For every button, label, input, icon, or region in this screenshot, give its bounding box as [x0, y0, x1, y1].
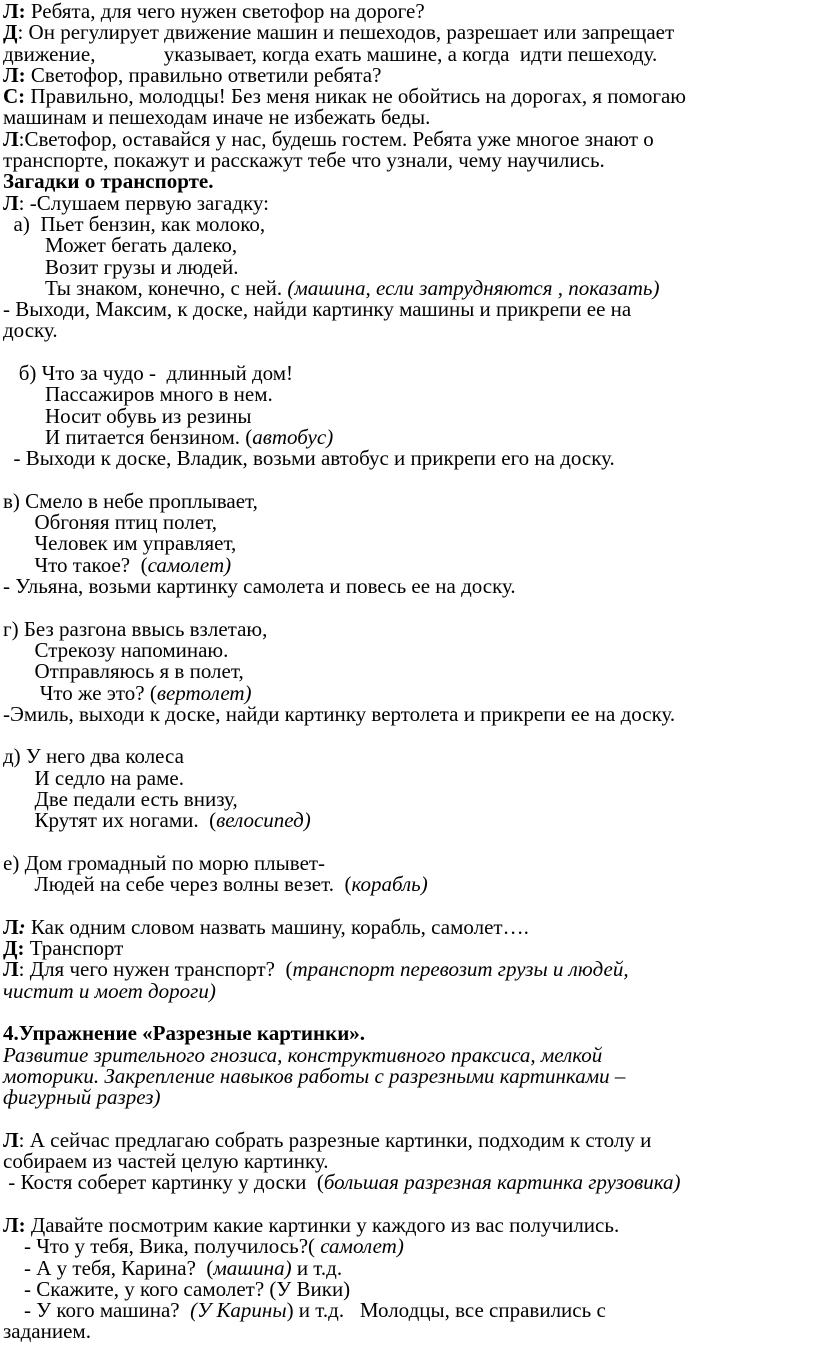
- riddle-line: а) Пьет бензин, как молоко,: [3, 211, 266, 236]
- exercise-goal: моторики. Закрепление навыков работы с разрезными картинками –: [3, 1063, 626, 1088]
- line-text: :Светофор, оставайся у нас, будешь гостем. Ребята уже многое знают о: [18, 126, 654, 151]
- answer-note: самолет): [320, 1234, 404, 1259]
- text-line: - Выходи к доске, Владик, возьми автобус и прикрепи его на доску.: [3, 446, 615, 471]
- text-line: движение, указывает, когда ехать машине, а когда идти пешеходу.: [3, 41, 658, 66]
- line-text: Что такое? (: [3, 552, 148, 577]
- text-line: -Эмиль, выходи к доске, найди картинку вертолета и прикрепи ее на доску.: [3, 701, 676, 726]
- riddle-line: [3, 680, 813, 705]
- riddle-line: [3, 275, 813, 300]
- line-text: Давайте посмотрим какие картинки у каждого из вас получились.: [25, 1212, 620, 1237]
- answer-note: велосипед): [216, 808, 311, 833]
- riddle-line: Возит грузы и людей.: [3, 254, 239, 279]
- answer-note: чистит и моет дороги): [3, 978, 216, 1003]
- line-text: : Он регулирует движение машин и пешеходов, разрешает или запрещает: [17, 20, 675, 45]
- speaker-label: Д: [3, 20, 18, 45]
- line-text: : -Слушаем первую загадку:: [18, 190, 269, 215]
- text-line: - Ульяна, возьми картинку самолета и повесь ее на доску.: [3, 574, 516, 599]
- text-line: [3, 1, 813, 22]
- line-text: : Для чего нужен транспорт? (: [18, 957, 293, 982]
- text-line: [3, 1127, 813, 1152]
- answer-note: самолет): [147, 552, 232, 577]
- riddle-line: Может бегать далеко,: [3, 233, 238, 258]
- answer-note: корабль): [351, 872, 428, 897]
- text-line: [3, 1172, 813, 1193]
- speaker-label: С:: [3, 84, 26, 109]
- answer-note: (У Карины: [190, 1298, 287, 1323]
- riddle-line: [3, 810, 813, 831]
- answer-note: вертолет): [156, 680, 252, 705]
- riddle-line: Стрекозу напоминаю.: [3, 637, 229, 662]
- text-line: [3, 914, 813, 939]
- riddle-line: Человек им управляет,: [3, 531, 237, 556]
- line-text: Транспорт: [24, 936, 124, 961]
- text-line: - Выходи, Максим, к доске, найди картинку машины и прикрепи ее на: [3, 297, 632, 322]
- answer-note: большая разрезная картинка грузовика): [323, 1170, 681, 1195]
- line-text: ) и т.д. Молодцы, все справились с: [286, 1298, 606, 1323]
- line-text: - У кого машина?: [3, 1298, 191, 1323]
- speaker-label: Л:: [3, 62, 26, 87]
- line-text: Ты знаком, конечно, с ней.: [3, 275, 288, 300]
- text-line: [3, 938, 813, 959]
- exercise-goal: фигурный разрез): [3, 1085, 161, 1110]
- line-text: Людей на себе через волны везет. (: [3, 872, 352, 897]
- speaker-label: Л: [3, 1127, 19, 1152]
- answer-note: машина): [213, 1255, 292, 1280]
- riddle-line: Пассажиров много в нем.: [3, 382, 273, 407]
- text-line: [3, 86, 813, 107]
- text-line: транспорте, покажут и расскажут тебе что узнали, чему научились.: [3, 148, 605, 173]
- line-text: - Костя соберет картинку у доски (: [3, 1170, 324, 1195]
- riddle-line: в) Смело в небе проплывает,: [3, 488, 258, 513]
- text-line: заданием.: [3, 1319, 91, 1344]
- riddle-line: Носит обувь из резины: [3, 403, 252, 428]
- speaker-label: Л:: [3, 0, 26, 23]
- speaker-label: Л: [3, 957, 19, 982]
- text-line: машинам и пешеходам иначе не избежать беды.: [3, 105, 431, 130]
- line-text: - Что у тебя, Вика, получилось?(: [3, 1234, 321, 1259]
- speaker-label: Л:: [3, 1212, 26, 1237]
- answer-note: транспорт перевозит грузы и людей,: [292, 957, 629, 982]
- text-line: - Скажите, у кого самолет? (У Вики): [3, 1276, 351, 1301]
- text-line: [3, 1236, 813, 1257]
- text-line: [3, 126, 813, 151]
- line-text: - А у тебя, Карина? (: [3, 1255, 214, 1280]
- riddle-line: е) Дом громадный по морю плывет-: [3, 850, 326, 875]
- line-text: Что же это? (: [3, 680, 157, 705]
- line-text: Светофор, правильно ответили ребята?: [25, 62, 382, 87]
- section-heading: Загадки о транспорте.: [3, 169, 214, 194]
- text-line: [3, 959, 813, 980]
- riddle-line: Отправляюсь я в полет,: [3, 659, 244, 684]
- text-line: доску.: [3, 318, 58, 343]
- riddle-line: Две педали есть внизу,: [3, 786, 238, 811]
- speaker-label: Л: [3, 126, 19, 151]
- riddle-line: [3, 552, 813, 577]
- speaker-label: Д:: [3, 936, 25, 961]
- riddle-line: Обгоняя птиц полет,: [3, 510, 217, 535]
- line-text: Ребята, для чего нужен светофор на дороге?: [25, 0, 425, 23]
- answer-note: (машина, если затрудняются , показать): [287, 275, 660, 300]
- speaker-label: Л: [3, 190, 19, 215]
- line-text: Как одним словом назвать машину, корабль, самолет….: [25, 914, 529, 939]
- line-text: : А сейчас предлагаю собрать разрезные картинки, подходим к столу и: [18, 1127, 652, 1152]
- line-text: И питается бензином. (: [3, 424, 253, 449]
- riddle-line: И седло на раме.: [3, 765, 184, 790]
- line-text: Правильно, молодцы! Без меня никак не обойтись на дорогах, я помогаю: [25, 84, 686, 109]
- answer-note: автобус): [252, 424, 334, 449]
- text-line: [3, 1212, 813, 1237]
- riddle-line: б) Что за чудо - длинный дом!: [3, 361, 294, 386]
- riddle-line: [3, 424, 813, 449]
- speaker-colon: :: [18, 914, 26, 939]
- speaker-label: Л: [3, 914, 19, 939]
- riddle-line: д) У него два колеса: [3, 744, 184, 769]
- text-line: [3, 190, 813, 215]
- text-line: [3, 1300, 813, 1321]
- document-page: [3, 1, 813, 1343]
- line-text: Крутят их ногами. (: [3, 808, 217, 833]
- exercise-title: 4.Упражнение «Разрезные картинки».: [3, 1021, 366, 1046]
- exercise-goal: Развитие зрительного гнозиса, конструктивного праксиса, мелкой: [3, 1042, 603, 1067]
- text-line: [3, 1255, 813, 1280]
- riddle-line: [3, 874, 813, 895]
- line-text: и т.д.: [291, 1255, 343, 1280]
- text-line: [3, 22, 813, 43]
- riddle-line: г) Без разгона ввысь взлетаю,: [3, 616, 268, 641]
- text-line: [3, 62, 813, 87]
- text-line: собираем из частей целую картинку.: [3, 1149, 329, 1174]
